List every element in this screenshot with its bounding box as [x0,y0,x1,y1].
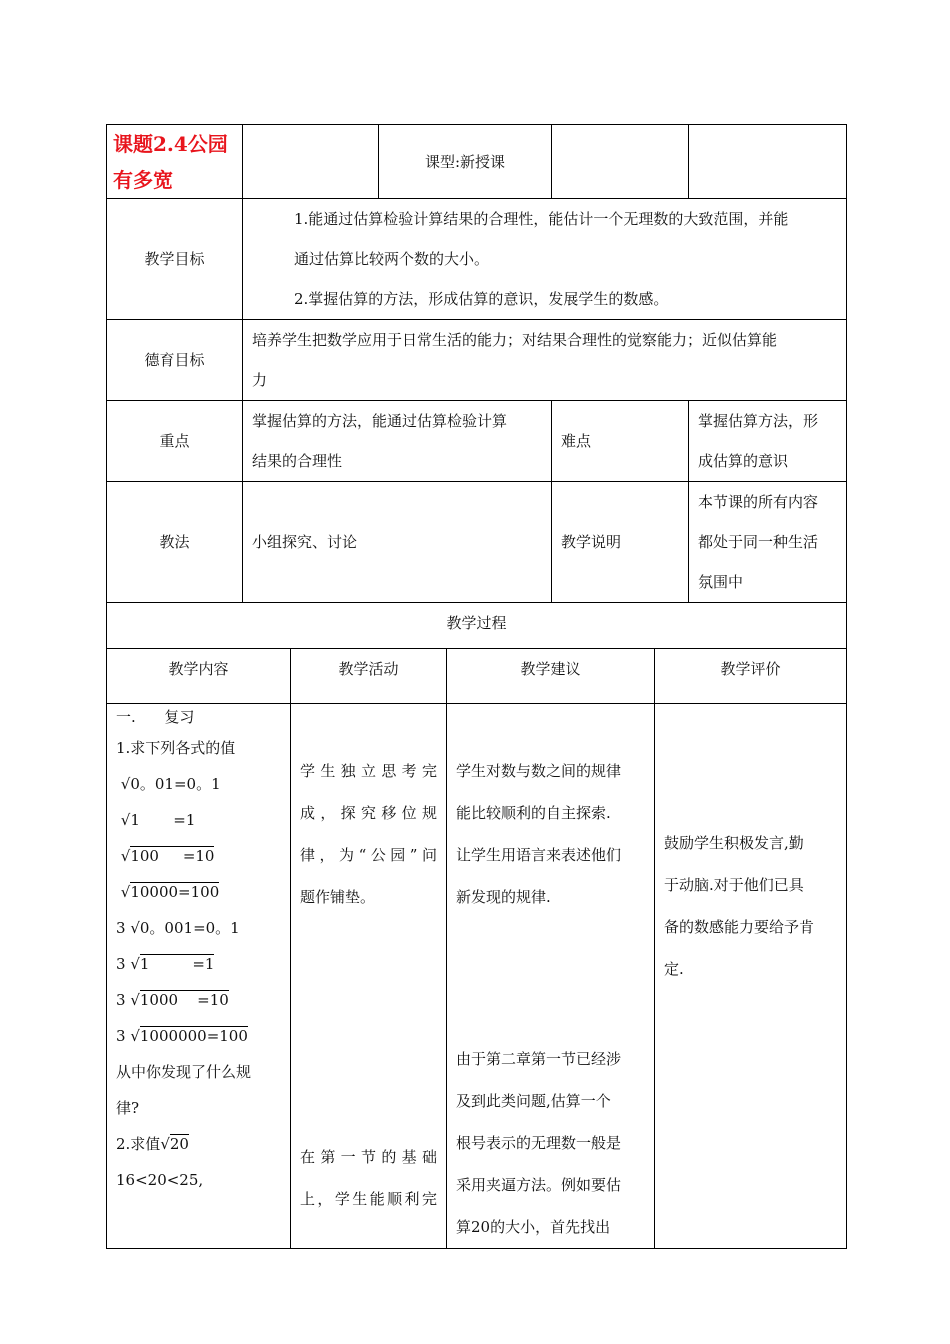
moral-line: 力 [252,371,268,389]
sqrt-icon: √ [130,918,140,937]
goals-label: 教学目标 [107,199,243,320]
radicand: 100 =10 [130,846,215,865]
content-cell [107,703,291,1248]
goals-line: 1.能通过估算检验计算结果的合理性，能估计一个无理数的大致范围，并能 [294,210,789,228]
sqrt-icon: √ [120,882,131,901]
content-line: 2.求值 [116,1134,161,1153]
advice-line: 让学生用语言来表述他们 [456,845,622,864]
sqrt-expr [116,1126,281,1162]
difficulty-text [689,401,847,482]
goals-text [243,199,847,320]
difficulty-label: 难点 [552,401,689,482]
radicand: 1000000=100 [139,1026,248,1045]
difficulty-line: 掌握估算方法，形 [698,412,819,430]
process-title: 教学过程 [107,603,847,649]
activity-cell [291,703,447,1248]
blank-cell [689,125,847,199]
content-line: 1.求下列各式的值 [116,738,236,757]
sqrt-icon: √ [130,1026,140,1045]
process-table [106,649,847,1249]
activity-line: 上，学生能顺利完 [300,1189,437,1208]
advice-line: 算20的大小，首先找出 [456,1217,611,1236]
lesson-info-table [106,124,847,649]
course-type: 课型:新授课 [379,125,552,199]
sqrt-icon: √ [130,990,140,1009]
radicand: 1 =1 [139,954,215,973]
advice-line: 能比较顺利的自主探索. [456,803,611,822]
activity-line: 在第一节的基础 [300,1147,437,1166]
moral-text [243,320,847,401]
evaluation-cell [655,703,847,1248]
lesson-plan [106,124,846,1249]
sqrt-expr [116,766,281,802]
note-line: 都处于同一种生活 [698,533,819,551]
spacer [300,918,437,1136]
header-advice: 教学建议 [447,649,655,703]
spacer [456,918,645,1038]
content-line: 律? [116,1098,140,1117]
blank-cell [552,125,689,199]
sqrt-expr [116,838,281,874]
radicand: 1000 =10 [139,990,229,1009]
root-index: 3 [116,954,126,973]
content-line: 从中你发现了什么规 [116,1062,252,1081]
sqrt-icon: √ [160,1134,170,1153]
goals-line: 通过估算比较两个数的大小。 [294,250,490,268]
advice-cell [447,703,655,1248]
header-evaluation: 教学评价 [655,649,847,703]
advice-line: 根号表示的无理数一般是 [456,1133,622,1152]
activity-line: 律，为“公园”问 [300,845,437,864]
evaluation-line: 鼓励学生积极发言,勤 [664,833,804,852]
cbrt-expr [116,910,281,946]
root-index: 3 [116,1026,126,1045]
method-label: 教法 [107,482,243,603]
radicand: 20 [169,1134,189,1153]
sqrt-icon: √ [120,774,131,793]
root-index: 3 [116,990,126,1009]
cbrt-expr [116,946,281,982]
advice-line: 采用夹逼方法。例如要估 [456,1175,622,1194]
radicand: 0。01=0。1 [130,774,221,793]
note-line: 本节课的所有内容 [698,493,819,511]
note-line: 氛围中 [698,573,744,591]
key-label: 重点 [107,401,243,482]
advice-line: 及到此类问题,估算一个 [456,1091,611,1110]
sqrt-expr [116,874,281,910]
note-text [689,482,847,603]
sqrt-icon: √ [120,810,131,829]
key-line: 结果的合理性 [252,452,343,470]
header-activity: 教学活动 [291,649,447,703]
key-text [243,401,552,482]
difficulty-line: 成估算的意识 [698,452,789,470]
key-line: 掌握估算的方法，能通过估算检验计算 [252,412,508,430]
content-line: 16<20<25, [116,1170,204,1189]
moral-line: 培养学生把数学应用于日常生活的能力；对结果合理性的觉察能力；近似估算能 [252,331,778,349]
root-index: 3 [116,918,126,937]
advice-line: 由于第二章第一节已经涉 [456,1049,622,1068]
moral-label: 德育目标 [107,320,243,401]
radicand: 0。001=0。1 [139,918,240,937]
cbrt-expr [116,1018,281,1054]
header-content: 教学内容 [107,649,291,703]
activity-line: 成，探究移位规 [300,803,437,822]
radicand: 1 =1 [130,810,196,829]
activity-line: 题作铺垫。 [300,887,376,906]
sqrt-expr [116,802,281,838]
sqrt-icon: √ [120,846,131,865]
goals-line: 2.掌握估算的方法，形成估算的意识，发展学生的数感。 [294,290,669,308]
radicand: 10000=100 [130,882,220,901]
advice-line: 学生对数与数之间的规律 [456,761,622,780]
cbrt-expr [116,982,281,1018]
evaluation-line: 定. [664,959,684,978]
blank-cell [243,125,379,199]
lesson-title: 课题2.4公园有多宽 [107,125,243,199]
method-text: 小组探究、讨论 [243,482,552,603]
content-line: 一. 复习 [116,707,195,726]
evaluation-line: 备的数感能力要给予肯 [664,917,815,936]
note-label: 教学说明 [552,482,689,603]
advice-line: 新发现的规律. [456,887,551,906]
sqrt-icon: √ [130,954,140,973]
activity-line: 学生独立思考完 [300,761,437,780]
evaluation-line: 于动脑.对于他们已具 [664,875,804,894]
